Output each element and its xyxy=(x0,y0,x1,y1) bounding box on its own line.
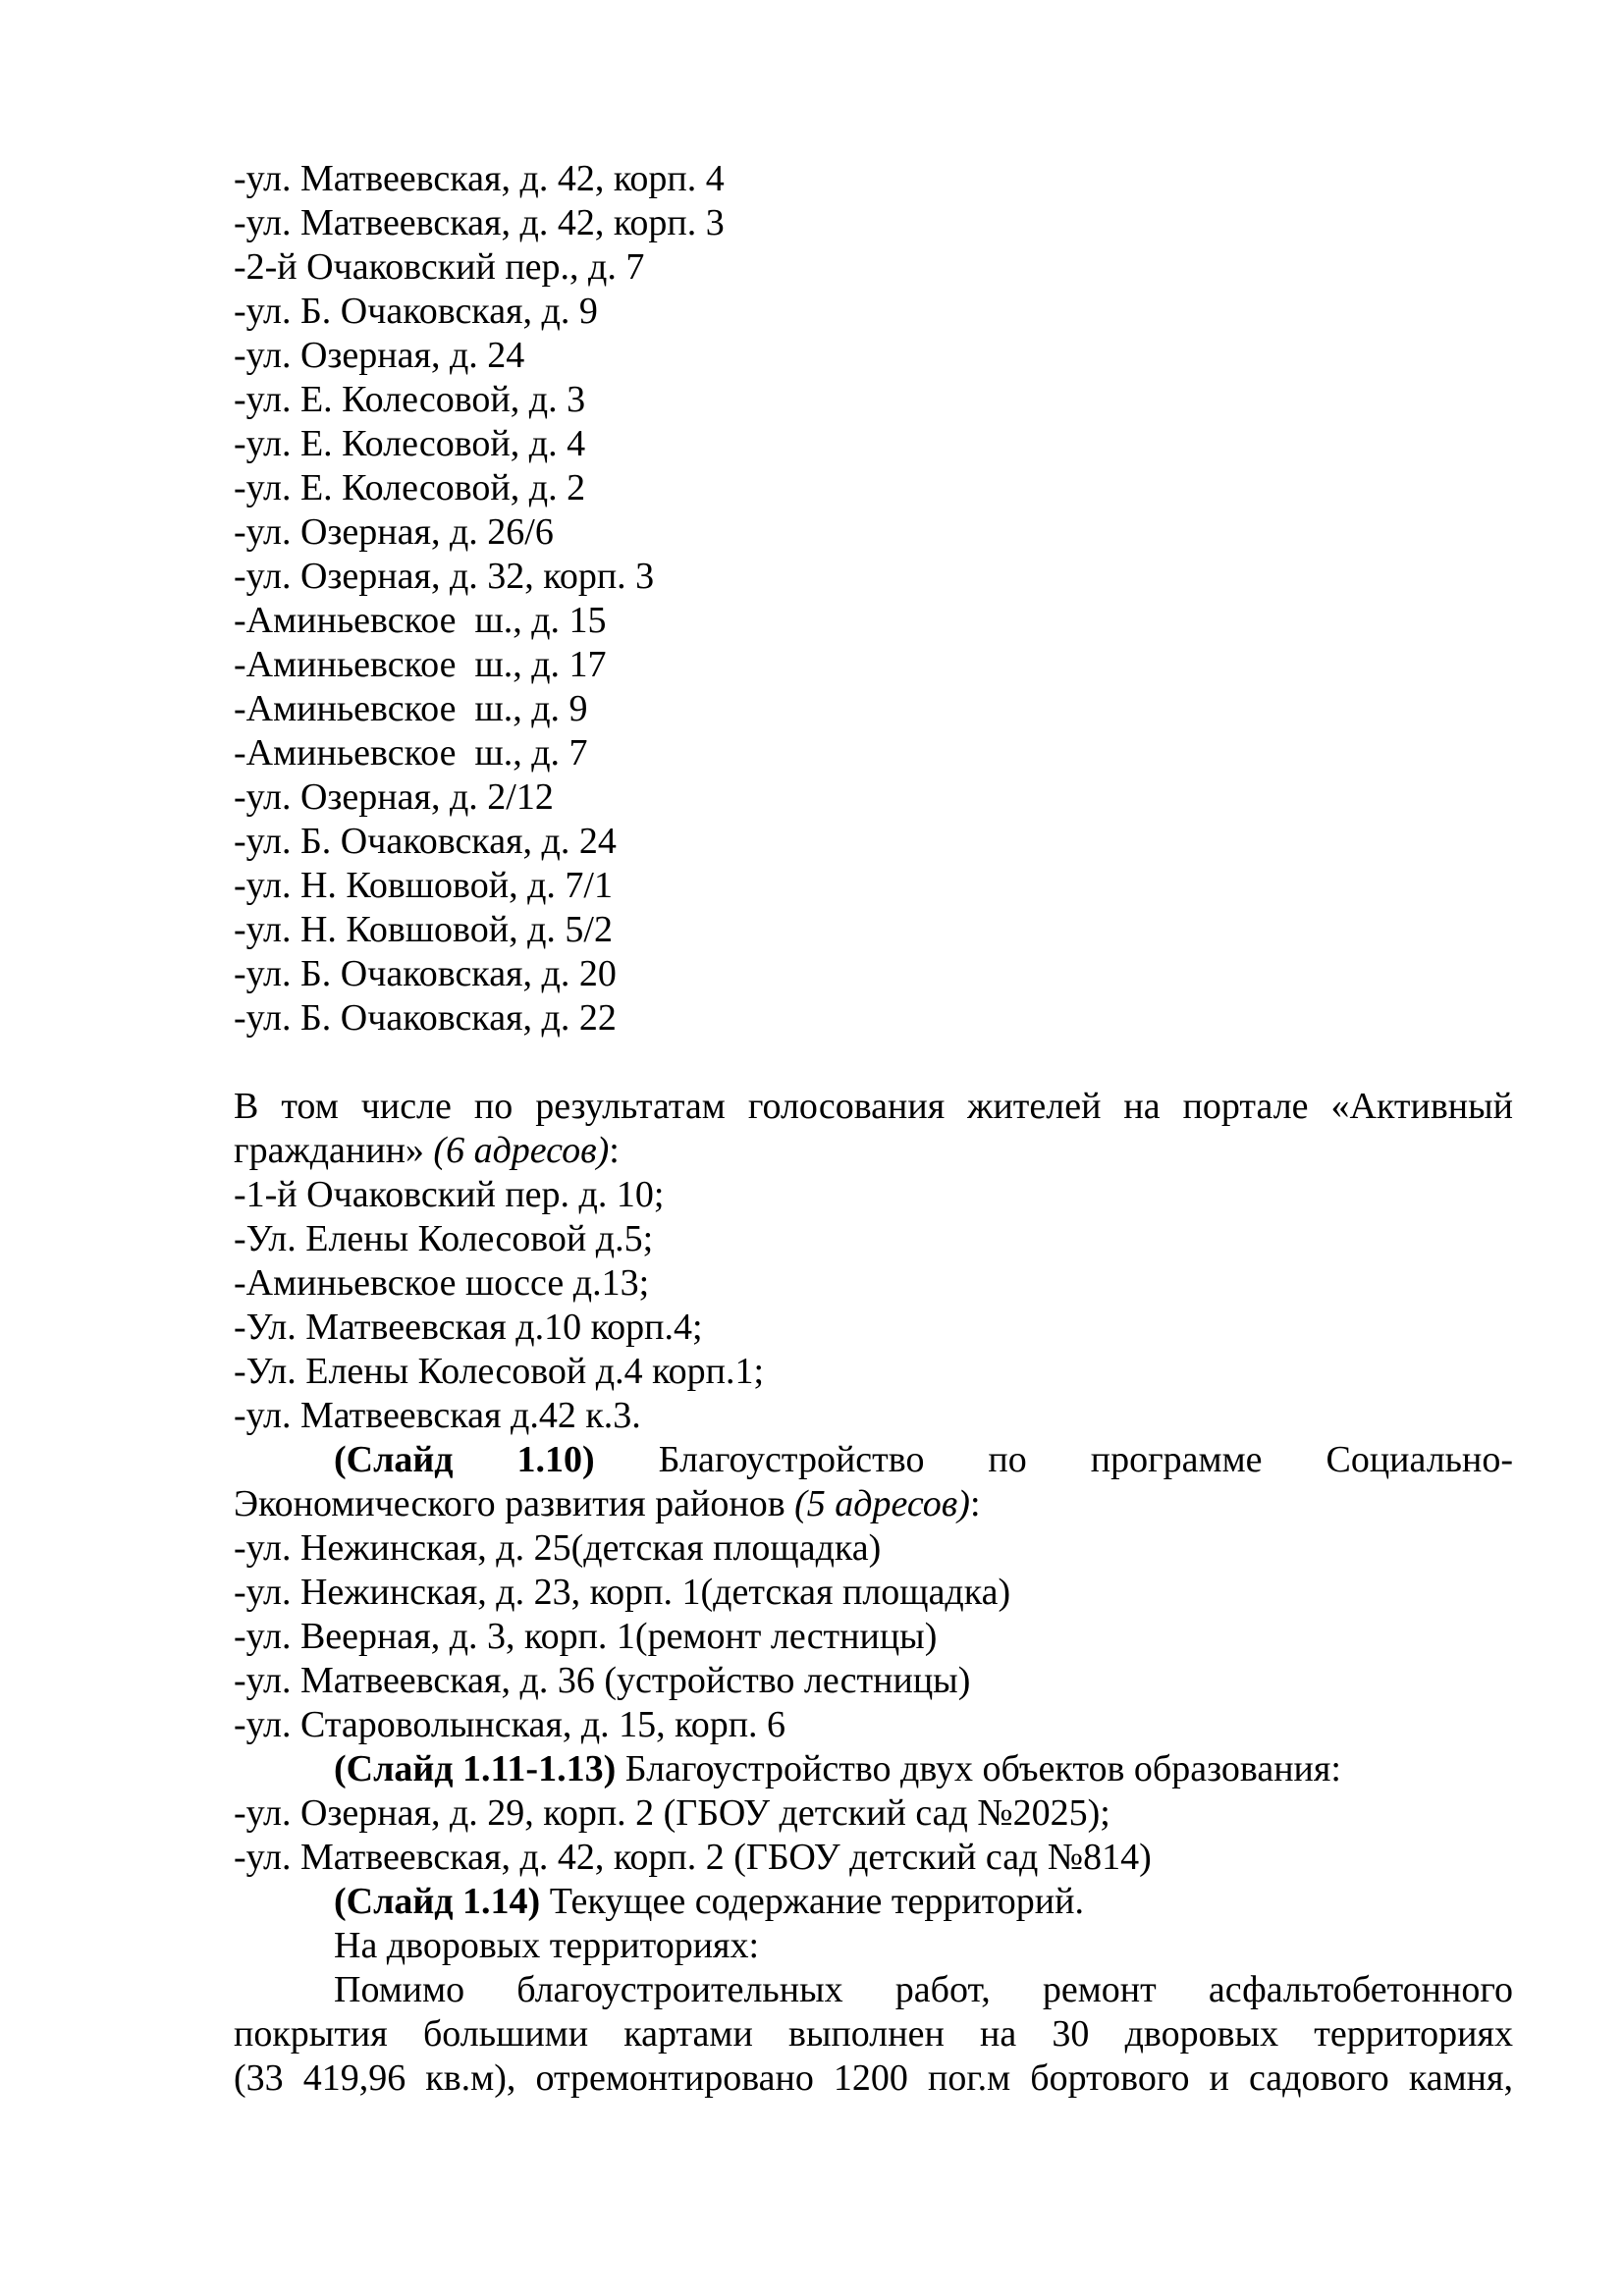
list-item: -ул. Матвеевская д.42 к.3. xyxy=(234,1395,641,1436)
list-item: -2-й Очаковский пер., д. 7 xyxy=(234,246,645,288)
slide-1-10-colon: : xyxy=(969,1483,981,1524)
slide-1-10-text: Благоустройство по программе Социально- xyxy=(594,1439,1513,1480)
list-item: -ул. Озерная, д. 32, корп. 3 xyxy=(234,556,655,597)
list-item: -ул. Н. Ковшовой, д. 5/2 xyxy=(234,909,613,950)
list-item: -Аминьевское шоссе д.13; xyxy=(234,1262,650,1304)
slide-label: (Слайд 1.14) xyxy=(334,1881,541,1922)
slide-1-14-text: Текущее содержание территорий. xyxy=(540,1881,1084,1922)
list-item: -ул. Озерная, д. 29, корп. 2 (ГБОУ детский сад №2025); xyxy=(234,1792,1110,1834)
slide-1-11-heading xyxy=(234,1747,1513,1791)
slide-1-10-count: (5 адресов) xyxy=(794,1483,970,1524)
voting-section xyxy=(234,1085,1513,1438)
list-item: -ул. Матвеевская, д. 42, корп. 3 xyxy=(234,202,725,243)
list-item: -ул. Озерная, д. 2/12 xyxy=(234,776,554,818)
voting-count: (6 адресов) xyxy=(433,1130,610,1171)
list-item: -1-й Очаковский пер. д. 10; xyxy=(234,1174,665,1215)
yard-paragraph-line: Помимо благоустроительных работ, ремонт асфальтобетонного xyxy=(334,1969,1513,2010)
paragraph-gap xyxy=(234,1041,1513,1085)
list-item: -Аминьевское ш., д. 17 xyxy=(234,644,607,685)
voting-intro-line-2 xyxy=(234,1129,1513,1173)
list-item: -Ул. Елены Колесовой д.5; xyxy=(234,1218,654,1259)
slide-1-10-text-2: Экономического развития районов xyxy=(234,1483,795,1524)
slide-1-14-heading xyxy=(234,1880,1513,1924)
slide-1-10-section xyxy=(234,1438,1513,1747)
slide-1-10-heading-2 xyxy=(234,1482,1513,1526)
slide-1-10-heading xyxy=(234,1438,1513,1482)
yard-paragraph-line: покрытия большими картами выполнен на 30 дворовых территориях xyxy=(234,2013,1513,2055)
list-item: -ул. Матвеевская, д. 42, корп. 2 (ГБОУ детский сад №814) xyxy=(234,1837,1152,1878)
list-item: -ул. Нежинская, д. 23, корп. 1(детская площадка) xyxy=(234,1572,1011,1613)
list-item: -ул. Староволынская, д. 15, корп. 6 xyxy=(234,1704,786,1745)
list-item: -ул. Б. Очаковская, д. 22 xyxy=(234,997,617,1039)
list-item: -ул. Озерная, д. 26/6 xyxy=(234,511,554,553)
yard-section xyxy=(234,1924,1513,2101)
slide-1-11-text: Благоустройство двух объектов образования: xyxy=(616,1748,1341,1789)
slide-label: (Слайд 1.10) xyxy=(334,1439,595,1480)
list-item: -ул. Е. Колесовой, д. 2 xyxy=(234,467,586,508)
list-item: -ул. Озерная, д. 24 xyxy=(234,335,525,376)
list-item: -Ул. Елены Колесовой д.4 корп.1; xyxy=(234,1351,765,1392)
list-item: -Аминьевское ш., д. 15 xyxy=(234,600,607,641)
list-item: -Ул. Матвеевская д.10 корп.4; xyxy=(234,1307,703,1348)
voting-intro-line: В том числе по результатам голосования жителей на портале «Активный xyxy=(234,1086,1513,1127)
list-item: -ул. Б. Очаковская, д. 20 xyxy=(234,953,617,994)
slide-label: (Слайд 1.11-1.13) xyxy=(334,1748,617,1789)
yard-heading: На дворовых территориях: xyxy=(334,1925,760,1966)
list-item: -Аминьевское ш., д. 9 xyxy=(234,688,588,729)
address-list xyxy=(234,157,1513,1041)
list-item: -ул. Нежинская, д. 25(детская площадка) xyxy=(234,1527,882,1569)
list-item: -ул. Матвеевская, д. 36 (устройство лестницы) xyxy=(234,1660,971,1701)
list-item: -ул. Б. Очаковская, д. 24 xyxy=(234,821,617,862)
voting-colon: : xyxy=(609,1130,620,1171)
list-item: -ул. Е. Колесовой, д. 4 xyxy=(234,423,586,464)
slide-1-14-section xyxy=(234,1880,1513,1924)
list-item: -Аминьевское ш., д. 7 xyxy=(234,732,588,774)
list-item: -ул. Веерная, д. 3, корп. 1(ремонт лестницы) xyxy=(234,1616,938,1657)
voting-intro-text: гражданин» xyxy=(234,1130,434,1171)
list-item: -ул. Б. Очаковская, д. 9 xyxy=(234,291,598,332)
list-item: -ул. Матвеевская, д. 42, корп. 4 xyxy=(234,158,725,199)
slide-1-11-section xyxy=(234,1747,1513,1880)
document-page xyxy=(234,157,1513,2101)
list-item: -ул. Н. Ковшовой, д. 7/1 xyxy=(234,865,613,906)
yard-paragraph-line: (33 419,96 кв.м), отремонтировано 1200 пог.м бортового и садового камня, xyxy=(234,2057,1513,2099)
list-item: -ул. Е. Колесовой, д. 3 xyxy=(234,379,586,420)
